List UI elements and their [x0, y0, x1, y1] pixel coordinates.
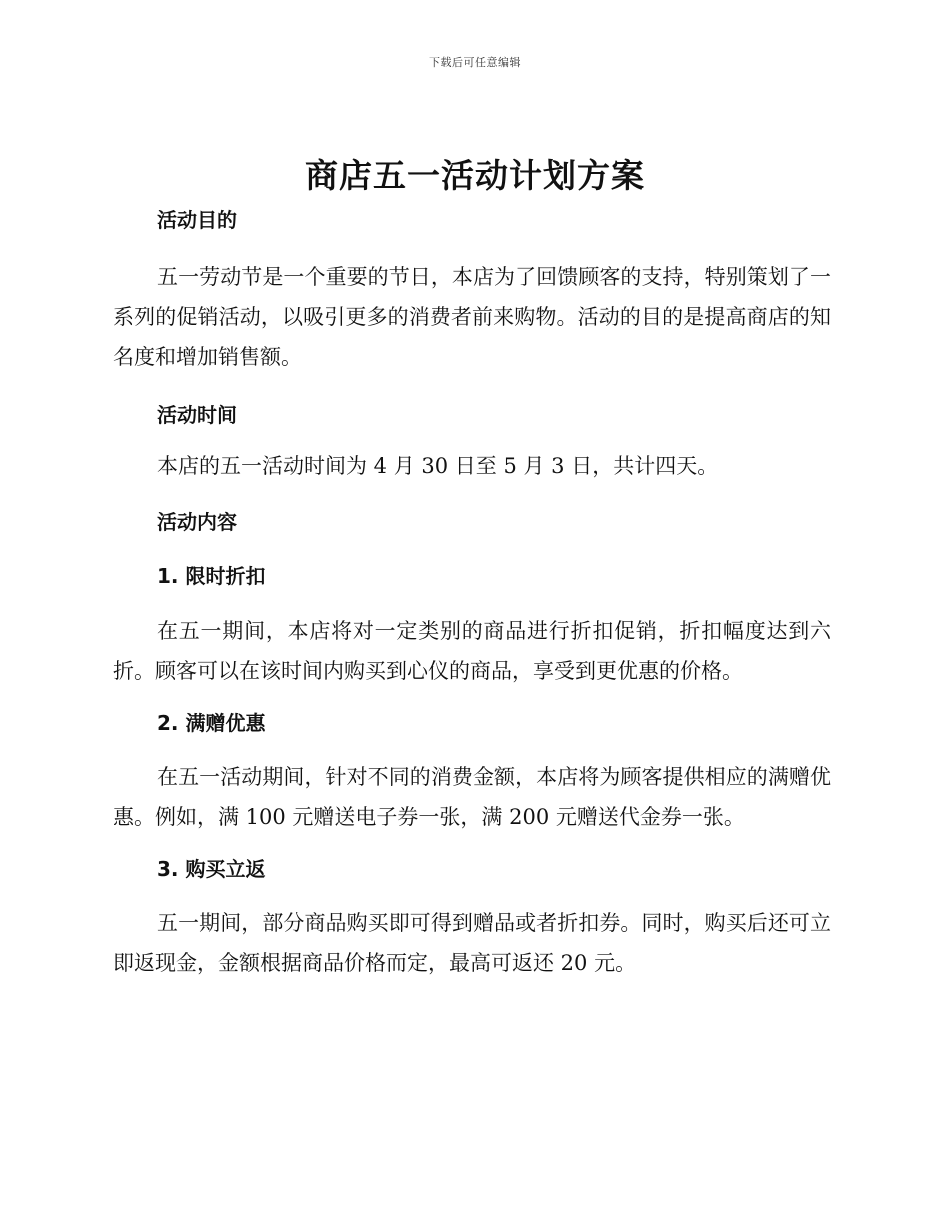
subsection-paragraph-cashback: 五一期间，部分商品购买即可得到赠品或者折扣券。同时，购买后还可立即返现金，金额根据商品价格而定，最高可返还 20 元。: [113, 911, 831, 975]
section-heading-time: 活动时间: [157, 403, 237, 427]
section-heading-purpose: 活动目的: [157, 208, 237, 232]
section-heading-content: 活动内容: [157, 510, 237, 534]
page-title: 商店五一活动计划方案: [305, 156, 645, 195]
subsection-heading-discount: 1. 限时折扣: [157, 564, 266, 588]
document-body: [113, 202, 831, 983]
section-paragraph-purpose: 五一劳动节是一个重要的节日，本店为了回馈顾客的支持，特别策划了一系列的促销活动，以吸引更多的消费者前来购物。活动的目的是提高商店的知名度和增加销售额。: [113, 265, 831, 369]
subsection-paragraph-discount: 在五一期间，本店将对一定类别的商品进行折扣促销，折扣幅度达到六折。顾客可以在该时间内购买到心仪的商品，享受到更优惠的价格。: [113, 619, 831, 683]
subsection-heading-gift: 2. 满赠优惠: [157, 711, 266, 735]
subsection-paragraph-gift: 在五一活动期间，针对不同的消费金额，本店将为顾客提供相应的满赠优惠。例如，满 100 元赠送电子券一张，满 200 元赠送代金券一张。: [113, 765, 831, 829]
header-note: 下载后可任意编辑: [429, 56, 521, 69]
section-paragraph-time: 本店的五一活动时间为 4 月 30 日至 5 月 3 日，共计四天。: [157, 454, 719, 478]
subsection-heading-cashback: 3. 购买立返: [157, 857, 266, 881]
